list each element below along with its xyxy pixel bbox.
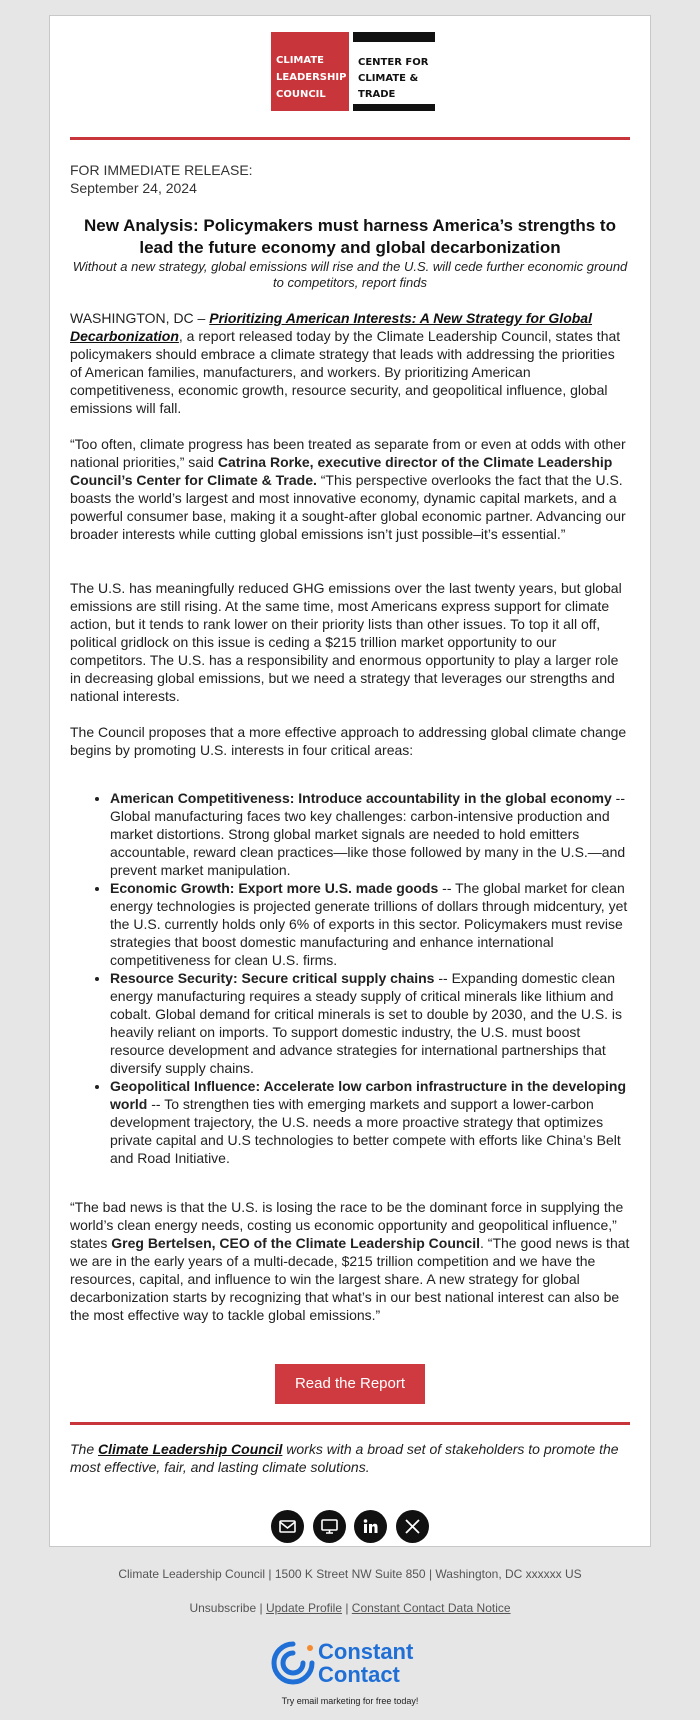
email-icon[interactable] <box>271 1510 304 1543</box>
logo-bar-top <box>353 32 435 42</box>
priority-list <box>70 789 630 1167</box>
website-icon[interactable] <box>313 1510 346 1543</box>
paragraph-bertelsen-quote <box>70 1198 630 1324</box>
list-item <box>110 789 630 879</box>
release-label: FOR IMMEDIATE RELEASE: <box>70 162 253 178</box>
linkedin-icon[interactable] <box>354 1510 387 1543</box>
link-separator: | <box>342 1601 352 1615</box>
logo-text-line: CLIMATE & <box>358 73 419 84</box>
list-item-text: -- Global manufacturing faces two key challenges: carbon-intensive production and market distortions. Strong global market signals are needed to hold emitters accountable, reward clean practices—like those followed by many in the U.S.—and prevent market manipulation. <box>110 790 626 878</box>
list-item <box>110 1077 630 1167</box>
constant-contact-wordmark <box>318 1640 413 1686</box>
list-item-title: American Competitiveness: Introduce accountability in the global economy <box>110 790 612 806</box>
logo-red-block <box>271 32 349 111</box>
logo-text-line: COUNCIL <box>276 89 326 100</box>
speaker-name: Catrina Rorke, executive director of the Climate Leadership Council’s Center for Climate & Trade. <box>70 454 613 488</box>
release-date: September 24, 2024 <box>70 180 197 196</box>
clc-logo[interactable] <box>271 32 435 111</box>
wordmark-line: Contact <box>318 1662 400 1687</box>
list-item-text: -- The global market for clean energy technologies is projected generate trillions of dollars through midcentury, yet the U.S. currently holds only 6% of exports in this sector. Policymakers must revise strategies that boost domestic manufacturing and enhance international competitiveness for clean U.S. firms. <box>110 880 628 968</box>
quote-text: . “The good news is that we are in the early years of a multi-decade, $215 trillion competition and we have the resources, capital, and influence to win the largest share. A new strategy for global decarbonization starts by recognizing that what’s in our best national interest can also be the most effective way to tackle global emissions.” <box>70 1235 630 1323</box>
wordmark-line: Constant <box>318 1639 414 1664</box>
data-notice-link[interactable]: Constant Contact Data Notice <box>351 1601 511 1615</box>
unsubscribe-link[interactable]: Unsubscribe <box>189 1601 257 1615</box>
intro-text: , a report released today by the Climate Leadership Council, states that policymakers should embrace a climate strategy that leads with addressing the priorities of American families, manufacturers, and workers. By prioritizing American competitiveness, economic growth, resource security, and geopolitical influence, global emissions will fall. <box>70 328 621 416</box>
list-item-title: Economic Growth: Export more U.S. made goods <box>110 880 439 896</box>
council-link[interactable]: Climate Leadership Council <box>98 1441 283 1457</box>
quote-text: “The bad news is that the U.S. is losing the race to be the dominant force in supplying the world’s clean energy needs, costing us economic opportunity and geopolitical influence,” states <box>70 1199 624 1251</box>
release-info <box>70 161 630 197</box>
logo-text-line: CLIMATE <box>276 55 324 66</box>
logo-right-text <box>358 55 428 103</box>
constant-contact-icon <box>270 1640 316 1686</box>
logo-text-line: LEADERSHIP <box>276 72 347 83</box>
paragraph-rorke-quote <box>70 435 630 543</box>
footer-text: works with a broad set of stakeholders to promote the most effective, fair, and lasting climate solutions. <box>70 1441 619 1475</box>
cta-container <box>50 1364 650 1404</box>
speaker-name: Greg Bertelsen, CEO of the Climate Leadership Council <box>111 1235 480 1251</box>
x-icon[interactable] <box>396 1510 429 1543</box>
list-item-text: -- Expanding domestic clean energy manufacturing requires a steady supply of critical minerals like lithium and cobalt. Global demand for critical minerals is set to double by 2030, and the U.S. is heavily reliant on imports. To support domestic industry, the U.S. must boost resource development and advance strategies for international partnerships that diversify supply chains. <box>110 970 623 1076</box>
dateline: WASHINGTON, DC – <box>70 310 210 326</box>
logo-text-line: TRADE <box>358 89 396 100</box>
subhead: Without a new strategy, global emissions will rise and the U.S. will cede further economic ground to competitors, report finds <box>72 259 628 290</box>
footer-text: The <box>70 1441 99 1457</box>
email-card <box>49 15 651 1547</box>
paragraph-context: The U.S. has meaningfully reduced GHG emissions over the last twenty years, but global emissions are still rising. At the same time, most Americans express support for climate action, but it tends to rank lower on their priority lists than other issues. To top it all off, political gridlock on this issue is ceding a $215 trillion market opportunity to our competitors. The U.S. has a responsibility and enormous opportunity to play a larger role in decreasing global emissions, but we need a strategy that leverages our strengths and national interests. <box>70 580 622 704</box>
council-description <box>70 1440 630 1476</box>
link-separator: | <box>256 1601 266 1615</box>
list-item <box>110 969 630 1077</box>
paragraph-proposal: The Council proposes that a more effective approach to addressing global climate change begins by promoting U.S. interests in four critical areas: <box>70 724 627 758</box>
headline: New Analysis: Policymakers must harness America’s strengths to lead the future economy and global decarbonization <box>84 216 616 257</box>
constant-contact-logo[interactable] <box>270 1640 440 1690</box>
logo-bar-bottom <box>353 104 435 111</box>
list-item-title: Geopolitical Influence: Accelerate low carbon infrastructure in the developing world <box>110 1078 627 1112</box>
list-item-title: Resource Security: Secure critical supply chains <box>110 970 435 986</box>
paragraph-intro <box>70 309 630 417</box>
quote-text: “This perspective overlooks the fact that the U.S. boasts the world’s largest and most innovative economy, dynamic capital markets, and a powerful consumer base, making it a sought-after global economic partner. Advancing our broader interests while cutting global emissions isn’t just possible–it’s essential.” <box>70 472 626 542</box>
read-report-button[interactable]: Read the Report <box>275 1364 425 1404</box>
mailing-address: Climate Leadership Council | 1500 K Street NW Suite 850 | Washington, DC xxxxxx US <box>118 1567 582 1581</box>
social-links <box>50 1510 650 1543</box>
update-profile-link[interactable]: Update Profile <box>265 1601 342 1615</box>
top-divider <box>70 137 630 140</box>
list-item <box>110 879 630 969</box>
footer-links <box>0 1601 700 1615</box>
constant-contact-tagline[interactable]: Try email marketing for free today! <box>281 1696 419 1706</box>
quote-text: “Too often, climate progress has been treated as separate from or even at odds with other national priorities,” said <box>70 436 626 470</box>
bottom-divider <box>70 1422 630 1425</box>
logo-text-line: CENTER FOR <box>358 57 429 68</box>
report-link[interactable]: Prioritizing American Interests: A New Strategy for Global Decarbonization <box>70 310 592 344</box>
list-item-text: -- To strengthen ties with emerging markets and support a lower-carbon development trajectory, the U.S. needs a more proactive strategy that optimizes private capital and U.S technologies to better compete with efforts like China’s Belt and Road Initiative. <box>110 1096 621 1166</box>
